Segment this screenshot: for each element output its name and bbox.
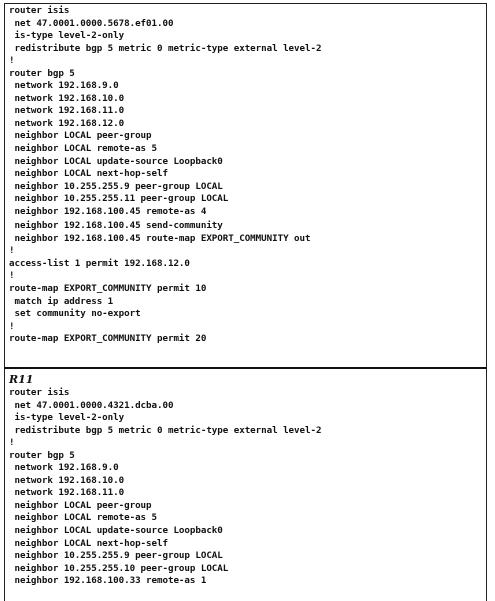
config-line: neighbor LOCAL update-source Loopback0 — [9, 525, 223, 537]
config-line: neighbor 10.255.255.9 peer-group LOCAL — [9, 180, 223, 192]
config-line: network 192.168.11.0 — [9, 105, 125, 117]
config-line: network 192.168.12.0 — [9, 117, 125, 129]
config-line: network 192.168.10.0 — [9, 92, 125, 104]
config-line: net 47.0001.0000.5678.ef01.00 — [9, 17, 174, 29]
config-line: neighbor LOCAL remote-as 5 — [9, 512, 157, 524]
config-line: ! — [9, 270, 15, 282]
config-line: neighbor LOCAL next-hop-self — [9, 537, 168, 549]
config-line: neighbor 192.168.100.45 send-community — [9, 220, 223, 232]
config-line: router bgp 5 — [9, 67, 75, 79]
config-line: network 192.168.9.0 — [9, 462, 119, 474]
config-line: ! — [9, 437, 15, 449]
config-line: redistribute bgp 5 metric 0 metric-type external level-2 — [9, 42, 322, 54]
config-line: is-type level-2-only — [9, 412, 125, 424]
config-line: network 192.168.11.0 — [9, 487, 125, 499]
config-line: neighbor 10.255.255.9 peer-group LOCAL — [9, 550, 223, 562]
config-line: neighbor LOCAL peer-group — [9, 130, 152, 142]
router-label: R11 — [9, 373, 34, 386]
config-line: network 192.168.9.0 — [9, 80, 119, 92]
config-line: router bgp 5 — [9, 449, 75, 461]
config-line: set community no-export — [9, 308, 141, 320]
config-line: ! — [9, 320, 15, 332]
config-line: match ip address 1 — [9, 295, 114, 307]
config-line: neighbor LOCAL peer-group — [9, 499, 152, 511]
config-line: route-map EXPORT_COMMUNITY permit 20 — [9, 333, 207, 345]
config-line: neighbor 192.168.100.45 remote-as 4 — [9, 205, 207, 217]
config-line: neighbor 10.255.255.10 peer-group LOCAL — [9, 562, 229, 574]
config-line: neighbor 10.255.255.11 peer-group LOCAL — [9, 193, 229, 205]
router-config-r11 — [9, 373, 487, 588]
config-line: ! — [9, 55, 15, 67]
config-line: route-map EXPORT_COMMUNITY permit 10 — [9, 283, 207, 295]
config-line: is-type level-2-only — [9, 30, 125, 42]
section-divider — [4, 367, 487, 369]
config-line: redistribute bgp 5 metric 0 metric-type external level-2 — [9, 424, 322, 436]
config-line: neighbor LOCAL remote-as 5 — [9, 143, 157, 155]
config-line: net 47.0001.0000.4321.dcba.00 — [9, 399, 174, 411]
config-line: neighbor LOCAL next-hop-self — [9, 168, 168, 180]
config-line: router isis — [9, 5, 70, 16]
config-line: access-list 1 permit 192.168.12.0 — [9, 257, 190, 269]
router-config-top — [9, 5, 487, 346]
config-line: neighbor 192.168.100.45 route-map EXPORT_COMMUNITY out — [9, 232, 311, 244]
config-line: ! — [9, 245, 15, 257]
config-line: network 192.168.10.0 — [9, 474, 125, 486]
config-line: neighbor LOCAL update-source Loopback0 — [9, 155, 223, 167]
config-line: neighbor 192.168.100.33 remote-as 1 — [9, 575, 207, 587]
config-line: router isis — [9, 387, 70, 398]
